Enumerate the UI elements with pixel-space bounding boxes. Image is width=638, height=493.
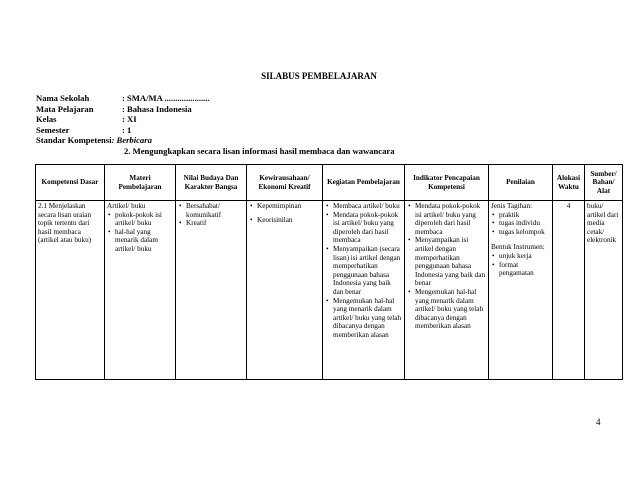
list-item: • Membaca artikel/ buku bbox=[333, 202, 402, 211]
nilai-list bbox=[178, 202, 244, 228]
list-item: • hal-hal yang menarik dalam artikel/ buku bbox=[115, 228, 173, 254]
list-item: • Mengemukan hal-hal yang menarik dalam artikel/ buku yang telah dibacanya dengan memberikan alasan bbox=[415, 288, 486, 331]
list-item: • Mendata pokok-pokok isi artikel/ buku yang diperoleh dari hasil membaca bbox=[415, 202, 486, 236]
indikator-list bbox=[407, 202, 486, 331]
meta-row-semester bbox=[36, 125, 210, 136]
meta-row-subject bbox=[36, 104, 210, 115]
list-item: • Kepemimpinan bbox=[257, 202, 320, 211]
meta-label: Nama Sekolah bbox=[36, 93, 90, 103]
cell-kewirausahaan bbox=[247, 201, 323, 380]
list-item: • Keorisinilan bbox=[257, 216, 320, 225]
meta-value: : 1 bbox=[122, 124, 132, 135]
header-cell: Nilai Budaya Dan Karakter Bangsa bbox=[176, 165, 247, 201]
meta-value: : Bahasa Indonesia bbox=[122, 103, 192, 114]
header-cell: Materi Pembelajaran bbox=[105, 165, 176, 201]
page-title: SILABUS PEMBELAJARAN bbox=[261, 71, 377, 81]
cell-materi bbox=[105, 201, 176, 380]
meta-row-standard bbox=[36, 135, 210, 146]
meta-label: Mata Pelajaran bbox=[36, 103, 94, 114]
header-cell: Kewirausahaan/ Ekonomi Kreatif bbox=[247, 165, 323, 201]
cell-kegiatan bbox=[323, 201, 405, 380]
list-item: • tugas kelompok bbox=[499, 228, 550, 237]
list-item: • praktik bbox=[499, 211, 550, 220]
header-cell: Kegiatan Pembelajaran bbox=[323, 165, 405, 201]
header-cell: Sumber/ Bahan/ Alat bbox=[585, 165, 623, 201]
syllabus-table bbox=[35, 164, 623, 380]
list-item: • Mengemukan hal-hal yang menarik dalam artikel/ buku yang telah dibacanya dengan memberikan alasan bbox=[333, 297, 402, 340]
cell-nilai-budaya bbox=[176, 201, 247, 380]
standard-label: Standar Kompetensi bbox=[36, 135, 112, 146]
list-item: • Menyampaikan (secara lisan) isi artikel dengan memperhatikan penggunaan bahasa Indonesia yang baik dan benar bbox=[333, 245, 402, 297]
penilaian-jenis-label: Jenis Tagihan: bbox=[491, 202, 533, 210]
meta-row-school bbox=[36, 93, 210, 104]
meta-value: : SMA/MA ..................... bbox=[122, 93, 210, 103]
page-number: 4 bbox=[596, 417, 601, 427]
meta-label: Kelas bbox=[36, 114, 57, 125]
materi-intro: Artikel/ buku bbox=[107, 202, 146, 210]
header-cell: Penilaian bbox=[489, 165, 553, 201]
cell-indikator bbox=[405, 201, 489, 380]
table-row bbox=[36, 201, 623, 380]
meta-row-class bbox=[36, 114, 210, 125]
list-item: • tugas individu bbox=[499, 219, 550, 228]
basic-competency-heading: 2. Mengungkapkan secara lisan informasi hasil membaca dan wawancara bbox=[124, 146, 395, 156]
cell-alokasi: 4 bbox=[553, 201, 585, 380]
table-header-row bbox=[36, 165, 623, 201]
list-item: • pokok-pokok isi artikel/ buku bbox=[115, 211, 173, 228]
standard-value: : Berbicara bbox=[111, 135, 152, 146]
penilaian-bentuk-label: Bentuk Instrumen: bbox=[491, 243, 545, 252]
header-cell: Alokasi Waktu bbox=[553, 165, 585, 201]
meta-value: : XI bbox=[122, 114, 137, 125]
list-item: • Bersahabat/ komunikatif bbox=[186, 202, 244, 219]
list-item: • Menyampaikan isi artikel dengan memperhatikan penggunaan bahasa Indonesia yang baik dan benar bbox=[415, 236, 486, 288]
header-cell: Indikator Pencapaian Kompetensi bbox=[405, 165, 489, 201]
cell-kompetensi: 2.1 Menjelaskan secara lisan uraian topik tertentu dari hasil membaca (artikel atau buku) bbox=[36, 201, 105, 380]
syllabus-metadata bbox=[36, 93, 210, 146]
materi-list bbox=[107, 211, 173, 254]
list-item: • Mendata pokok-pokok isi artikel/ buku yang diperoleh dari hasil membaca bbox=[333, 211, 402, 245]
list-item: • Kreatif bbox=[186, 219, 244, 228]
list-item: • unjuk kerja bbox=[499, 252, 550, 261]
cell-sumber: buku/ artikel dari media cetak/ elektronik bbox=[585, 201, 623, 380]
kegiatan-list bbox=[325, 202, 402, 340]
penilaian-bentuk-list bbox=[491, 252, 550, 278]
cell-penilaian bbox=[489, 201, 553, 380]
kewirausahaan-list bbox=[249, 202, 320, 224]
list-item: • format pengamatan bbox=[499, 261, 550, 278]
header-cell: Kompetensi Dasar bbox=[36, 165, 105, 201]
penilaian-jenis-list bbox=[491, 211, 550, 237]
meta-label: Semester bbox=[36, 124, 70, 135]
